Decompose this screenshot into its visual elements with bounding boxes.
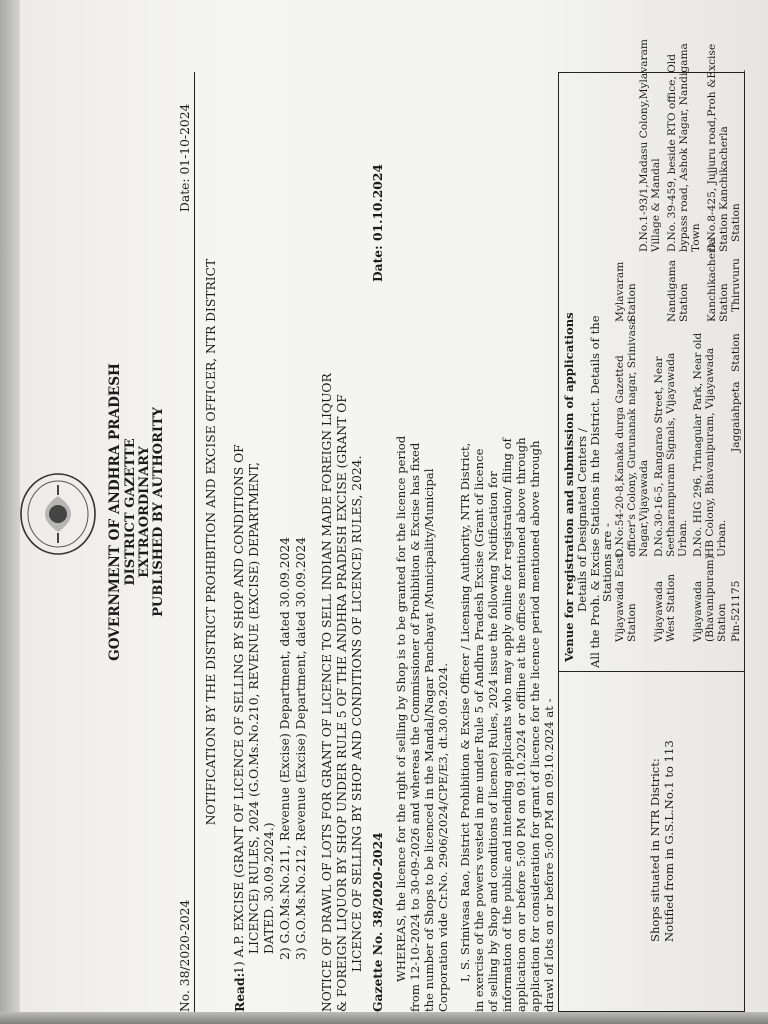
station-name-2: Station bbox=[718, 283, 730, 322]
station-address-2: Village & Mandal bbox=[650, 158, 662, 252]
read-label: Read: bbox=[232, 972, 247, 1012]
station-name: Vijayawada East bbox=[614, 553, 626, 642]
table-top-border bbox=[558, 72, 559, 1012]
para1-line-1: WHEREAS, the licence for the right of selling by Shop is to be granted for the licence period bbox=[394, 435, 408, 982]
station-address-2: Seetharampuram Signals, Vijayawada bbox=[665, 352, 677, 557]
para2-line-6: application for consideration for grant of licence for the licence period mentioned above through bbox=[528, 440, 542, 1012]
shops-situated: Shops situated in NTR District: bbox=[648, 758, 662, 942]
station-address: D.No.30-16-5, Rangarao Street, Near bbox=[653, 356, 665, 557]
published-by: PUBLISHED BY AUTHORITY bbox=[151, 407, 166, 617]
station-name-2: West Station bbox=[665, 573, 677, 642]
station-name-2: Station bbox=[730, 333, 742, 372]
read-item-2: 2) G.O.Ms.No.211, Revenue (Excise) Department, dated 30.09.2024 bbox=[278, 536, 292, 960]
station-address-2: HB Colony, Bhavanipuram, Vijayawada bbox=[704, 347, 716, 557]
state-emblem-icon bbox=[18, 471, 98, 557]
govt-title: GOVERNMENT OF ANDHRA PRADESH bbox=[107, 363, 123, 661]
station-name-2: Station bbox=[626, 283, 638, 322]
station-address: D.No.8-425, Jujjuru road,Proh &Excise bbox=[706, 43, 718, 252]
para2-line-5: application on or before 5:00 PM on 09.10.2024 or offline at the offices mentioned above through bbox=[514, 437, 528, 1012]
station-name: Mylavaram bbox=[614, 261, 626, 322]
gazette-number: No. 38/2020-2024 bbox=[178, 899, 192, 1012]
para1-line-4: Corporation vide Cr.No. 2906/2024/CPE/E3, dt.30.09.2024. bbox=[436, 663, 450, 1012]
table-left-border bbox=[558, 1011, 744, 1012]
para1-line-3: the number of Shops to be licenced in the Mandal/Nagar Panchayat /Municipality/Municipal bbox=[422, 468, 436, 1012]
station-address: Pin-521175 bbox=[730, 580, 742, 642]
station-name: Jaggaiahpeta bbox=[730, 381, 742, 452]
table-bottom-border bbox=[744, 72, 745, 1012]
shops-notified: Notified from in G.S.L.No.1 to 113 bbox=[662, 740, 676, 942]
station-address: D.No.1-93/1,Madasu Colony,Mylavaram bbox=[638, 39, 650, 252]
station-name: Kanchikacherla bbox=[706, 238, 718, 322]
para2-line-4: information of the public and intending applicants who may apply online for registration/ filing of bbox=[500, 438, 514, 1012]
station-name: Vijayawada bbox=[653, 580, 665, 642]
gazette-no-date: Date: 01.10.2024 bbox=[370, 164, 385, 282]
para1-line-2: from 12-10-2024 to 30-09-2026 and whereas the Commissioner of Prohibition & Excise has fixed bbox=[408, 442, 422, 1012]
station-name: Thiruvuru bbox=[730, 258, 742, 312]
gazette-no-label: Gazette No. 38/2020-2024 bbox=[370, 832, 385, 1012]
station-address-2: officer's Colony, Gurunanak nagar, Srinivasa bbox=[626, 318, 638, 557]
notification-title: NOTIFICATION BY THE DISTRICT PROHIBITION AND EXCISE OFFICER, NTR DISTRICT bbox=[204, 258, 218, 826]
station-address: D.No. 39-459, beside RTO office, Old bbox=[666, 54, 678, 252]
gazette-date: Date: 01-10-2024 bbox=[178, 103, 192, 212]
station-name-2: Station bbox=[626, 603, 638, 642]
table-column-divider bbox=[558, 671, 744, 672]
notice-line-2: & FOREIGN LIQUOR BY SHOP UNDER RULE 5 OF THE ANDHRA PRADESH EXCISE (GRANT OF bbox=[335, 394, 349, 1012]
read-item-1: 1) A.P. EXCISE (GRANT OF LICENCE OF SELLING BY SHOP AND CONDITIONS OF bbox=[232, 444, 246, 974]
station-address-3: Urban. bbox=[677, 519, 689, 557]
read-item-1-cont: LICENCE) RULES, 2024 (G.O.Ms.No.210, REVENUE (EXCISE) DEPARTMENT, bbox=[247, 462, 261, 954]
gazette-type: DISTRICT GAZETTE bbox=[123, 438, 138, 586]
station-name-2: (Bhavanipuram) bbox=[704, 555, 716, 642]
venue-intro-1: All the Proh. & Excise Stations in the District. Details of the bbox=[588, 315, 602, 668]
header-rule bbox=[194, 72, 195, 1012]
station-address-3: Urban. bbox=[716, 519, 728, 557]
notice-line-1: NOTICE OF DRAWL OF LOTS FOR GRANT OF LICENCE TO SELL INDIAN MADE FOREIGN LIQUOR bbox=[320, 373, 334, 1012]
station-address-3: Nagar,Vijayawada bbox=[638, 459, 650, 557]
station-name: Nandigama bbox=[666, 259, 678, 322]
station-name-2: Station bbox=[730, 203, 742, 242]
station-address: D.No. HIG 296, Trinagular Park, Near old bbox=[692, 332, 704, 557]
para2-line-7: drawl of lots on or before 5:00 PM on 09.10.2024 at - bbox=[542, 698, 556, 1012]
station-name: Vijayawada bbox=[692, 580, 704, 642]
station-address-2: bypass road, Ashok Nagar, Nandigama bbox=[678, 43, 690, 252]
para2-line-2: in exercise of the powers vested in me under Rule 5 of Andhra Pradesh Excise (Grant of licence bbox=[472, 448, 486, 1012]
station-address-3: Town bbox=[690, 223, 702, 252]
page-edge-shadow bbox=[0, 0, 20, 1024]
venue-heading: Venue for registration and submission of applications bbox=[562, 312, 576, 662]
read-item-1-cont2: DATED. 30.09.2024.) bbox=[262, 822, 276, 954]
rotated-gazette-page bbox=[107, 39, 748, 1012]
venue-intro-2: Stations are - bbox=[600, 523, 614, 602]
gazette-extraordinary: EXTRAORDINARY bbox=[137, 446, 152, 578]
station-name-3: Station bbox=[716, 603, 728, 642]
para2-line-1: I, S. Srinivasa Rao, District Prohibition & Excise Officer / Licensing Authority, NTR District, bbox=[458, 442, 472, 982]
notice-line-3: LICENCE OF SELLING BY SHOP AND CONDITIONS OF LICENCE) RULES, 2024. bbox=[350, 455, 364, 972]
venue-subheading: Details of Designated Centers / bbox=[575, 428, 589, 612]
station-address: D.No:54-20-8,Kanaka durga Gazetted bbox=[614, 355, 626, 557]
station-name-2: Station bbox=[678, 283, 690, 322]
para2-line-3: of selling by Shop and conditions of licence) Rules, 2024 issue the following Notification for bbox=[486, 471, 500, 1012]
station-address-2: Station Kanchikacherla bbox=[718, 126, 730, 252]
read-item-3: 3) G.O.Ms.No.212, Revenue (Excise) Department, dated 30.09.2024 bbox=[294, 536, 308, 960]
page-bottom-edge bbox=[0, 1012, 768, 1024]
